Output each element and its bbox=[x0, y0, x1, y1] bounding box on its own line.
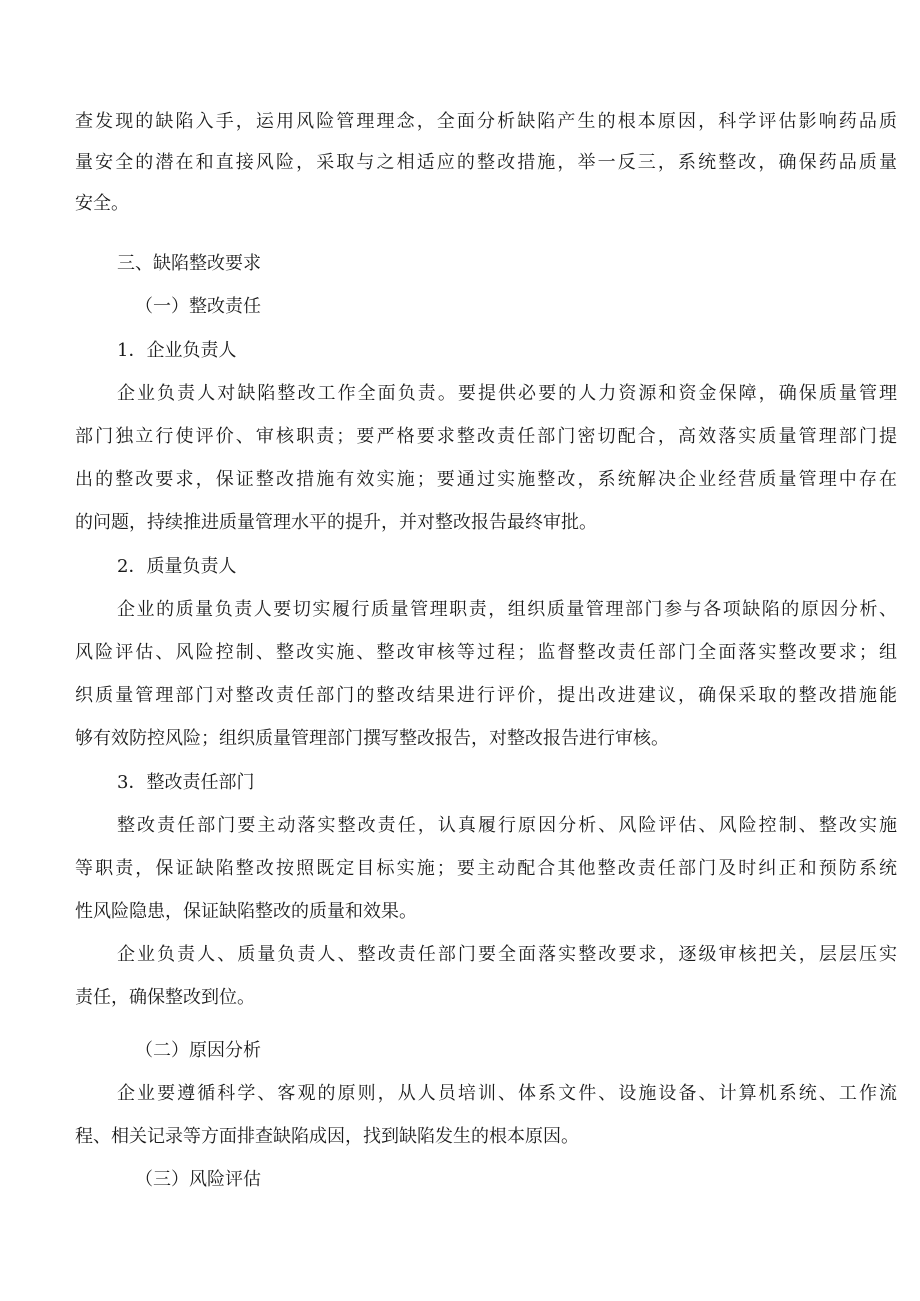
paragraph-line: 企业的质量负责人要切实履行质量管理职责，组织质量管理部门参与各项缺陷的原因分析、 bbox=[117, 599, 897, 620]
item-heading: 2．质量负责人 bbox=[117, 556, 237, 577]
paragraph-line: 整改责任部门要主动落实整改责任，认真履行原因分析、风险评估、风险控制、整改实施 bbox=[117, 815, 897, 836]
paragraph-line: 等职责，保证缺陷整改按照既定目标实施；要主动配合其他整改责任部门及时纠正和预防系统 bbox=[75, 858, 897, 879]
paragraph-line: 安全。 bbox=[75, 193, 129, 214]
paragraph-line: 织质量管理部门对整改责任部门的整改结果进行评价，提出改进建议，确保采取的整改措施能 bbox=[75, 685, 897, 706]
paragraph-line: 性风险隐患，保证缺陷整改的质量和效果。 bbox=[75, 901, 417, 922]
paragraph-line: 的问题，持续推进质量管理水平的提升，并对整改报告最终审批。 bbox=[75, 512, 597, 533]
paragraph-line: 够有效防控风险；组织质量管理部门撰写整改报告，对整改报告进行审核。 bbox=[75, 728, 669, 749]
subsection-heading: （二）原因分析 bbox=[135, 1040, 261, 1061]
section-heading: 三、缺陷整改要求 bbox=[117, 253, 261, 274]
paragraph-line: 程、相关记录等方面排查缺陷成因，找到缺陷发生的根本原因。 bbox=[75, 1126, 579, 1147]
subsection-heading: （一）整改责任 bbox=[135, 296, 261, 317]
item-heading: 1．企业负责人 bbox=[117, 340, 237, 361]
item-heading: 3．整改责任部门 bbox=[117, 772, 255, 793]
paragraph-line: 部门独立行使评价、审核职责；要严格要求整改责任部门密切配合，高效落实质量管理部门提 bbox=[75, 426, 897, 447]
paragraph-line: 企业负责人对缺陷整改工作全面负责。要提供必要的人力资源和资金保障，确保质量管理 bbox=[117, 383, 897, 404]
paragraph-line: 风险评估、风险控制、整改实施、整改审核等过程；监督整改责任部门全面落实整改要求；组 bbox=[75, 642, 897, 663]
paragraph-line: 查发现的缺陷入手，运用风险管理理念，全面分析缺陷产生的根本原因，科学评估影响药品质 bbox=[75, 111, 897, 132]
paragraph-line: 企业要遵循科学、客观的原则，从人员培训、体系文件、设施设备、计算机系统、工作流 bbox=[117, 1083, 897, 1104]
subsection-heading: （三）风险评估 bbox=[135, 1169, 261, 1190]
paragraph-line: 量安全的潜在和直接风险，采取与之相适应的整改措施，举一反三，系统整改，确保药品质量 bbox=[75, 152, 897, 173]
paragraph-line: 企业负责人、质量负责人、整改责任部门要全面落实整改要求，逐级审核把关，层层压实 bbox=[117, 944, 897, 965]
paragraph-line: 责任，确保整改到位。 bbox=[75, 987, 255, 1008]
paragraph-line: 出的整改要求，保证整改措施有效实施；要通过实施整改，系统解决企业经营质量管理中存在 bbox=[75, 469, 897, 490]
